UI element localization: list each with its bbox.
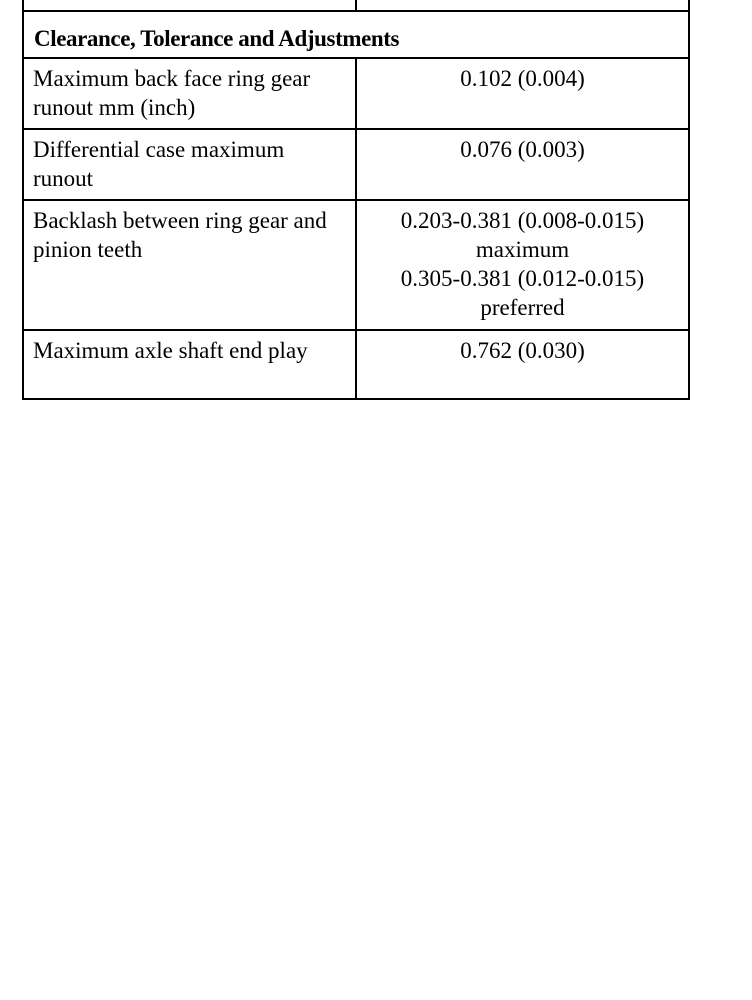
table-top-row-fragment xyxy=(23,0,689,11)
table-row xyxy=(23,129,689,200)
table-row xyxy=(23,200,689,330)
value-line: preferred xyxy=(480,295,565,320)
table-heading: Clearance, Tolerance and Adjustments xyxy=(23,11,689,58)
value-line: 0.102 (0.004) xyxy=(460,66,585,91)
row-label: Maximum axle shaft end play xyxy=(23,330,356,399)
table-heading-row xyxy=(23,11,689,58)
table-cell-fragment-right xyxy=(356,0,689,11)
table-row xyxy=(23,330,689,399)
table-cell-fragment-left xyxy=(23,0,356,11)
row-value xyxy=(356,129,689,200)
row-label: Backlash between ring gear and pinion teeth xyxy=(23,200,356,330)
row-value xyxy=(356,200,689,330)
row-label: Differential case maximum runout xyxy=(23,129,356,200)
row-value xyxy=(356,330,689,399)
value-line: 0.762 (0.030) xyxy=(460,338,585,363)
value-line: maximum xyxy=(475,237,570,262)
row-value xyxy=(356,58,689,129)
value-line: 0.203-0.381 (0.008-0.015) xyxy=(400,208,645,233)
value-line: 0.305-0.381 (0.012-0.015) xyxy=(400,266,645,291)
row-label: Maximum back face ring gear runout mm (inch) xyxy=(23,58,356,129)
value-line: 0.076 (0.003) xyxy=(460,137,585,162)
specifications-table xyxy=(22,0,690,400)
table-row xyxy=(23,58,689,129)
